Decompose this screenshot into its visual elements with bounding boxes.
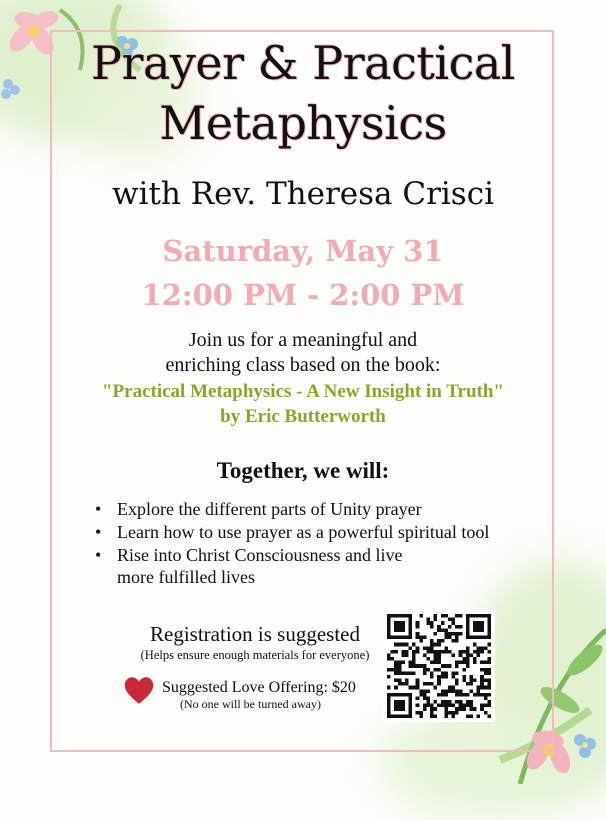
together-heading: Together, we will: xyxy=(216,458,390,483)
qr-code-icon[interactable] xyxy=(383,610,495,722)
title-line-2: Metaphysics xyxy=(159,96,447,150)
event-date: Saturday, May 31 xyxy=(162,234,444,268)
subtitle: with Rev. Theresa Crisci xyxy=(112,176,494,212)
heart-icon xyxy=(122,673,156,707)
activities-list xyxy=(95,498,489,567)
list-item-continuation: more fulfilled lives xyxy=(117,567,255,587)
title-line-1: Prayer & Practical xyxy=(91,36,515,90)
list-item: • Explore the different parts of Unity prayer xyxy=(95,498,489,521)
book-author: by Eric Butterworth xyxy=(220,406,386,427)
intro-line-1: Join us for a meaningful and xyxy=(188,329,418,351)
offering-text: Suggested Love Offering: $20 xyxy=(162,679,356,696)
offering-note: (No one will be turned away) xyxy=(180,697,321,711)
list-item: • Rise into Christ Consciousness and live xyxy=(95,544,489,567)
registration-heading: Registration is suggested xyxy=(150,622,360,646)
event-time: 12:00 PM - 2:00 PM xyxy=(141,278,465,312)
intro-line-2: enriching class based on the book: xyxy=(165,354,441,376)
registration-note: (Helps ensure enough materials for everyone) xyxy=(140,648,370,662)
list-item: • Learn how to use prayer as a powerful spiritual tool xyxy=(95,521,489,544)
book-title: "Practical Metaphysics - A New Insight in Truth" xyxy=(102,381,504,402)
